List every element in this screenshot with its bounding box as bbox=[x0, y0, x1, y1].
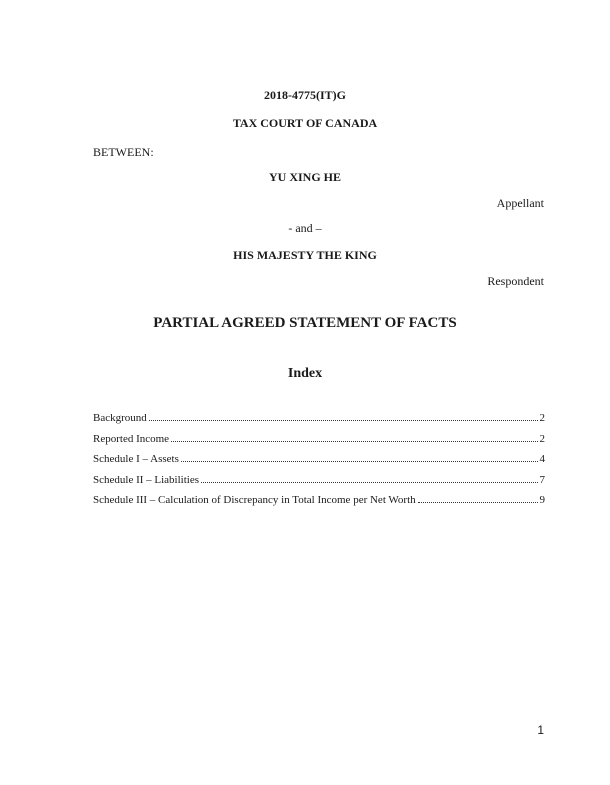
index-entry-page: 2 bbox=[539, 412, 545, 424]
court-name: TAX COURT OF CANADA bbox=[232, 116, 378, 130]
respondent-role: Respondent bbox=[487, 274, 544, 288]
dot-leader bbox=[171, 441, 537, 442]
index-entry-page: 4 bbox=[539, 453, 545, 465]
page-number: 1 bbox=[537, 723, 544, 737]
dot-leader bbox=[201, 482, 538, 483]
index-entry-label: Reported Income bbox=[93, 432, 170, 445]
document-title: PARTIAL AGREED STATEMENT OF FACTS bbox=[153, 315, 457, 331]
index-entry-label: Schedule I – Assets bbox=[93, 453, 179, 465]
index-entry-label: Background bbox=[93, 412, 147, 424]
respondent-name: HIS MAJESTY THE KING bbox=[233, 248, 377, 262]
party-separator: - and – bbox=[288, 221, 322, 235]
dot-leader bbox=[149, 420, 538, 421]
appellant-name: YU XING HE bbox=[268, 170, 341, 184]
index-entry-page: 7 bbox=[539, 473, 545, 486]
dot-leader bbox=[181, 461, 538, 462]
index-entry-schedule-iii bbox=[93, 493, 545, 514]
index-entry-page: 2 bbox=[539, 432, 545, 445]
index-entry-label: Schedule III – Calculation of Discrepancy in Total Income per Net Worth bbox=[93, 494, 416, 506]
index-entry-schedule-ii bbox=[93, 473, 545, 494]
court-file-number: 2018-4775(IT)G bbox=[264, 88, 346, 102]
index-heading: Index bbox=[287, 366, 323, 381]
index-list bbox=[93, 411, 545, 514]
appellant-role: Appellant bbox=[496, 196, 544, 210]
dot-leader bbox=[418, 502, 538, 503]
index-entry-schedule-i bbox=[93, 452, 545, 473]
between-label: BETWEEN: bbox=[93, 145, 154, 159]
index-entry-page: 9 bbox=[539, 494, 545, 506]
index-entry-background bbox=[93, 411, 545, 432]
index-entry-label: Schedule II – Liabilities bbox=[93, 473, 199, 486]
index-entry-reported-income bbox=[93, 432, 545, 453]
